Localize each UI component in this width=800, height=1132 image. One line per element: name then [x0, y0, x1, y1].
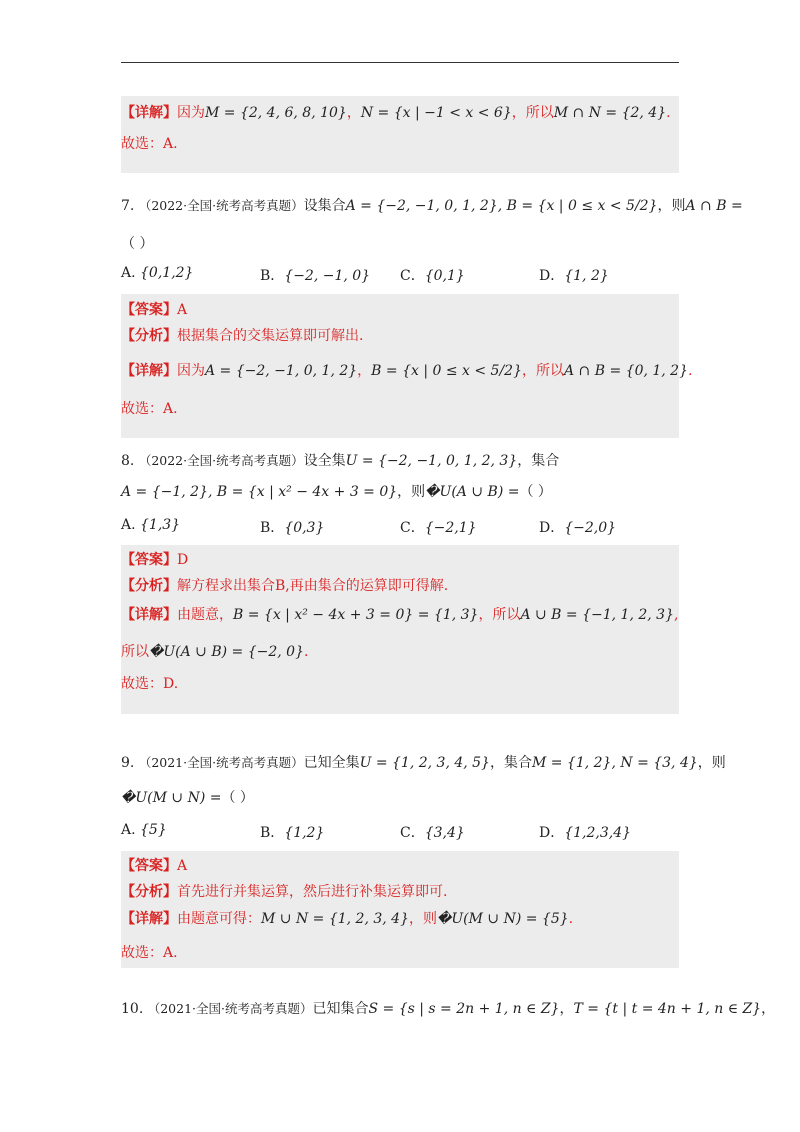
option-value: {1,2,3,4}: [564, 825, 632, 841]
q8-detail: [121, 604, 678, 624]
detail-text: 因为: [177, 363, 205, 379]
end-mark: ,: [673, 607, 679, 623]
option-label: B．: [260, 520, 285, 536]
sets: A = {−1, 2}, B = {x | x² − 4x + 3 = 0}: [121, 484, 398, 500]
answer-value: D: [177, 552, 189, 568]
analysis-text: 首先进行并集运算，然后进行补集运算即可.: [177, 884, 448, 900]
option-value: {−2,1}: [424, 520, 477, 536]
so-text: ，所以: [511, 105, 554, 121]
option-value: {1, 2}: [564, 268, 609, 284]
option-value: {1,2}: [284, 825, 325, 841]
analysis-text: 根据集合的交集运算即可解出.: [177, 328, 364, 344]
question-number: 8.: [121, 453, 135, 469]
q7-detail: [121, 360, 692, 380]
q8-stem: [121, 450, 559, 470]
q8-choice: 故选：D.: [121, 676, 179, 692]
q9-detail: [121, 908, 573, 928]
q8-option-b: [260, 517, 324, 537]
q8-analysis: [121, 575, 448, 595]
question-source: （2021·全国·统考高考真题）: [147, 1001, 313, 1016]
question-source: （2022·全国·统考高考真题）: [138, 198, 304, 213]
option-label: D．: [539, 268, 565, 284]
q8-option-c: [400, 517, 477, 537]
option-value: {0,1}: [424, 268, 465, 284]
q9-line2: [121, 787, 254, 807]
stem-text: 设集合: [303, 198, 346, 214]
analysis-text: 解方程求出集合B,再由集合的运算即可得解.: [177, 578, 449, 594]
b-equation: B = {x | x² − 4x + 3 = 0} = {1, 3}: [233, 607, 479, 623]
option-value: {0,3}: [284, 520, 325, 536]
then-text: ，则: [397, 484, 426, 500]
option-label: A.: [121, 517, 136, 533]
t-set: T = {t | t = 4n + 1, n ∈ Z}: [573, 1001, 762, 1017]
answer-tag: 【答案】: [121, 302, 177, 318]
option-value: {0,1,2}: [140, 265, 194, 281]
option-value: {−2,0}: [564, 520, 617, 536]
answer-tag: 【答案】: [121, 552, 177, 568]
q8-option-d: [539, 517, 616, 537]
q7-option-c: [400, 265, 465, 285]
union: A ∪ B = {−1, 1, 2, 3}: [520, 607, 674, 623]
header-rule: [121, 62, 679, 63]
option-label: C．: [400, 520, 425, 536]
q9-option-b: [260, 822, 324, 842]
stem-text-2: ，集合: [489, 755, 532, 771]
sets: A = {−2, −1, 0, 1, 2}, B = {x | 0 ≤ x < 5/2}: [345, 198, 658, 214]
union: M ∪ N = {1, 2, 3, 4}: [261, 911, 409, 927]
so-text: 所以: [121, 644, 149, 660]
question-number: 9.: [121, 755, 135, 771]
question-source: （2021·全国·统考高考真题）: [138, 755, 304, 770]
option-label: D．: [539, 825, 565, 841]
separator: ，: [357, 363, 372, 379]
answer-value: A: [177, 858, 188, 874]
q6-choice: 故选：A.: [121, 136, 178, 152]
b-set: B = {x | 0 ≤ x < 5/2}: [371, 363, 522, 379]
q7-option-a: [121, 265, 193, 281]
then-text: ，则: [697, 755, 726, 771]
q9-answer: [121, 855, 187, 875]
q7-answer: [121, 299, 187, 319]
q8-option-a: [121, 517, 180, 533]
q6-detail-line: [121, 102, 671, 122]
q10-stem: [121, 998, 775, 1018]
mn-sets: M = {1, 2}, N = {3, 4}: [531, 755, 698, 771]
n-set: N = {x | −1 < x < 6}: [360, 105, 512, 121]
q9-analysis: [121, 881, 447, 901]
detail-text: 由题意，: [177, 607, 233, 623]
q9-choice: 故选：A.: [121, 945, 178, 961]
stem-text-2: ，集合: [517, 453, 560, 469]
detail-text: 由题意可得：: [177, 911, 261, 927]
u-set: U = {−2, −1, 0, 1, 2, 3}: [345, 453, 518, 469]
option-label: A.: [121, 265, 136, 281]
option-value: {5}: [140, 822, 167, 838]
result: M ∩ N = {2, 4}: [553, 105, 667, 121]
s-set: S = {s | s = 2n + 1, n ∈ Z}: [368, 1001, 560, 1017]
analysis-tag: 【分析】: [121, 578, 177, 594]
detail-tag: 【详解】: [121, 911, 177, 927]
detail-text: 因为: [177, 105, 205, 121]
q8-detail-2: [121, 641, 308, 661]
complement: �U(A ∪ B) = {−2, 0}: [149, 644, 304, 660]
option-label: D．: [539, 520, 565, 536]
end-mark: .: [666, 105, 671, 121]
paren: （ ）: [519, 484, 552, 500]
q8-solution-box: [121, 545, 679, 714]
q8-answer: [121, 549, 188, 569]
end-mark: .: [304, 644, 309, 660]
detail-tag: 【详解】: [121, 607, 177, 623]
detail-tag: 【详解】: [121, 105, 177, 121]
q7-option-b: [260, 265, 370, 285]
q9-option-a: [121, 822, 167, 838]
target: �U(A ∪ B) =: [425, 484, 520, 500]
target: A ∩ B =: [685, 198, 743, 214]
separator: ，: [559, 1001, 574, 1017]
option-label: C．: [400, 825, 425, 841]
q7-analysis: [121, 325, 363, 345]
stem-text: 设全集: [303, 453, 346, 469]
separator: ，: [346, 105, 361, 121]
question-number: 10.: [121, 1001, 144, 1017]
q8-line2: [121, 481, 552, 501]
q7-stem: [121, 195, 743, 215]
answer-tag: 【答案】: [121, 858, 177, 874]
question-source: （2022·全国·统考高考真题）: [138, 453, 304, 468]
q9-option-d: [539, 822, 631, 842]
option-value: {−2, −1, 0}: [284, 268, 371, 284]
q7-paren: （ ）: [121, 236, 154, 252]
result: A ∩ B = {0, 1, 2}: [564, 363, 688, 379]
m-set: M = {2, 4, 6, 8, 10}: [205, 105, 347, 121]
stem-text: 已知集合: [312, 1001, 369, 1017]
then-text: ，则: [409, 911, 437, 927]
so-text: ，所以: [478, 607, 521, 623]
detail-tag: 【详解】: [121, 363, 177, 379]
then-text: ，则: [657, 198, 686, 214]
option-label: C．: [400, 268, 425, 284]
option-label: B．: [260, 268, 285, 284]
q7-option-d: [539, 265, 609, 285]
q7-choice: 故选：A.: [121, 401, 178, 417]
option-label: B．: [260, 825, 285, 841]
answer-value: A: [177, 302, 188, 318]
option-value: {1,3}: [140, 517, 181, 533]
question-number: 7.: [121, 198, 135, 214]
paren: （ ）: [221, 790, 254, 806]
analysis-tag: 【分析】: [121, 884, 177, 900]
stem-text: 已知全集: [303, 755, 360, 771]
target: �U(M ∪ N) =: [121, 790, 222, 806]
complement: �U(M ∪ N) = {5}: [437, 911, 569, 927]
analysis-tag: 【分析】: [121, 328, 177, 344]
end-mark: ，: [761, 1001, 776, 1017]
so-text: ，所以: [522, 363, 564, 379]
u-set: U = {1, 2, 3, 4, 5}: [359, 755, 490, 771]
end-mark: .: [568, 911, 574, 927]
end-mark: .: [688, 363, 693, 379]
option-value: {3,4}: [424, 825, 465, 841]
a-set: A = {−2, −1, 0, 1, 2}: [205, 363, 358, 379]
option-label: A.: [121, 822, 136, 838]
q9-option-c: [400, 822, 465, 842]
q9-stem: [121, 752, 726, 772]
